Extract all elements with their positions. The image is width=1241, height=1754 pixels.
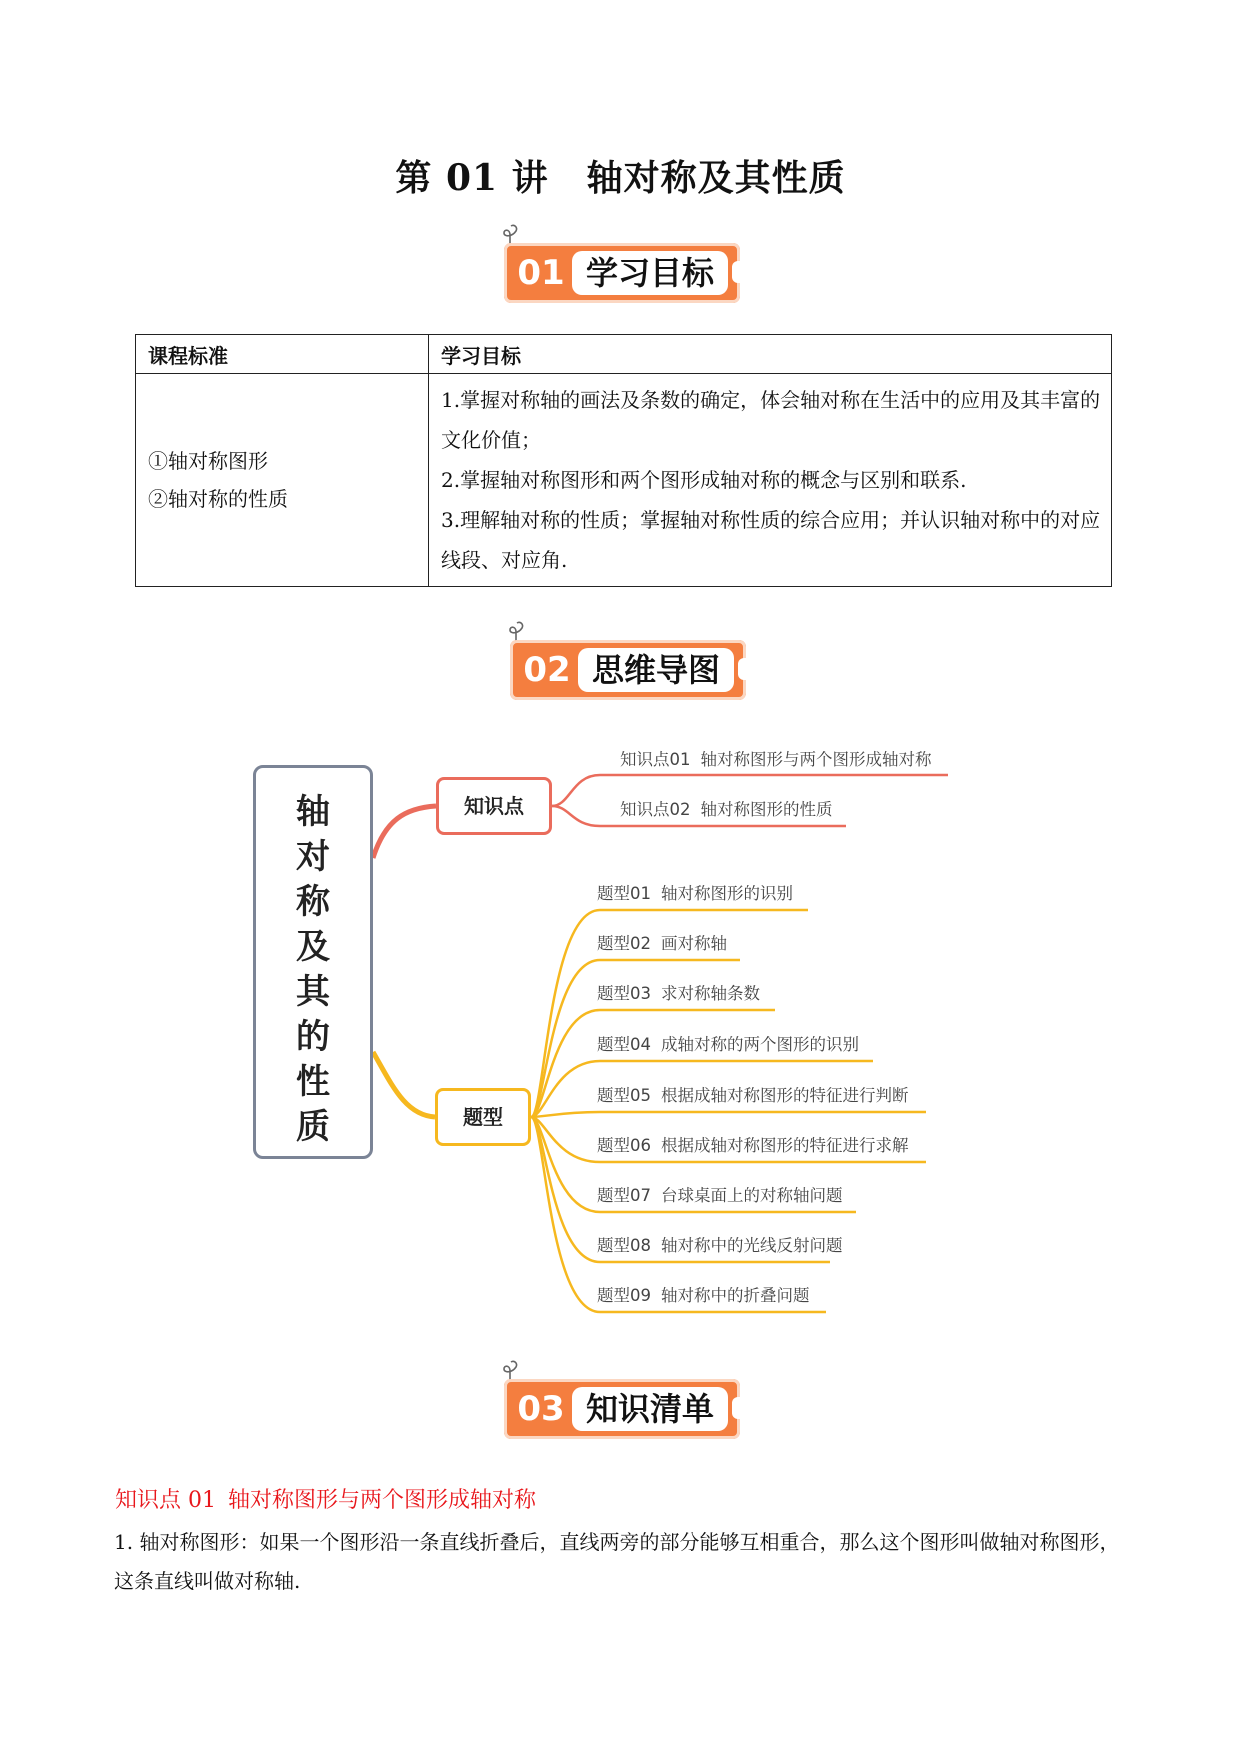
table-header: 学习目标 bbox=[429, 335, 1112, 374]
section-label: 思维导图 bbox=[578, 648, 734, 692]
lecture-number: 第 01 讲 bbox=[395, 157, 549, 199]
type-leaf bbox=[597, 980, 760, 1004]
leaf-text: 轴对称图形的性质 bbox=[700, 800, 833, 819]
leaf-code: 知识点02 bbox=[620, 800, 691, 819]
table-header-row bbox=[136, 335, 1112, 374]
root-char: 对 bbox=[296, 837, 330, 877]
section-badge-03 bbox=[500, 1359, 740, 1441]
type-leaf bbox=[597, 1232, 843, 1256]
table-header: 课程标准 bbox=[136, 335, 429, 374]
section-badge-02 bbox=[506, 620, 746, 702]
leaf-code: 题型08 bbox=[597, 1236, 651, 1255]
page-title bbox=[0, 150, 1241, 201]
leaf-code: 题型07 bbox=[597, 1186, 651, 1205]
type-leaf bbox=[597, 1282, 810, 1306]
root-char: 轴 bbox=[296, 792, 330, 832]
section-number: 03 bbox=[517, 1389, 565, 1429]
leaf-text: 台球桌面上的对称轴问题 bbox=[661, 1186, 843, 1205]
mind-map-root bbox=[253, 765, 373, 1159]
standards-cell bbox=[136, 374, 429, 587]
section-number: 02 bbox=[523, 650, 571, 690]
leaf-text: 轴对称中的折叠问题 bbox=[661, 1286, 810, 1305]
leaf-text: 轴对称图形的识别 bbox=[661, 884, 793, 903]
section-label: 知识清单 bbox=[572, 1387, 728, 1431]
leaf-code: 题型03 bbox=[597, 984, 651, 1003]
root-char: 的 bbox=[296, 1017, 330, 1057]
leaf-code: 知识点01 bbox=[620, 750, 691, 769]
section-number: 01 bbox=[517, 253, 565, 293]
standard-item: ①轴对称图形 bbox=[148, 449, 268, 473]
type-leaf bbox=[597, 1082, 909, 1106]
section-label: 学习目标 bbox=[572, 251, 728, 295]
root-char: 质 bbox=[296, 1107, 330, 1147]
root-char: 其 bbox=[296, 972, 330, 1012]
root-char: 及 bbox=[296, 927, 330, 967]
leaf-code: 题型04 bbox=[597, 1035, 651, 1054]
leaf-code: 题型01 bbox=[597, 884, 651, 903]
goal-item: 1.掌握对称轴的画法及条数的确定，体会轴对称在生活中的应用及其丰富的文化价值； bbox=[441, 388, 1101, 452]
knowledge-heading-code: 知识点 01 bbox=[115, 1488, 216, 1513]
leaf-text: 轴对称图形与两个图形成轴对称 bbox=[700, 750, 932, 769]
leaf-code: 题型02 bbox=[597, 934, 651, 953]
section-badge-01 bbox=[500, 223, 740, 305]
types-node: 题型 bbox=[435, 1088, 531, 1146]
objectives-table bbox=[135, 334, 1112, 587]
leaf-text: 轴对称中的光线反射问题 bbox=[661, 1236, 843, 1255]
table-row bbox=[136, 374, 1112, 587]
type-leaf bbox=[597, 880, 793, 904]
leaf-text: 求对称轴条数 bbox=[661, 984, 760, 1003]
type-leaf bbox=[597, 1132, 909, 1156]
lecture-topic: 轴对称及其性质 bbox=[586, 157, 846, 199]
root-char: 性 bbox=[296, 1062, 330, 1102]
goals-cell bbox=[429, 374, 1112, 587]
leaf-text: 根据成轴对称图形的特征进行求解 bbox=[661, 1136, 909, 1155]
knowledge-heading bbox=[115, 1483, 536, 1514]
goal-item: 2.掌握轴对称图形和两个图形成轴对称的概念与区别和联系. bbox=[441, 468, 967, 492]
leaf-text: 画对称轴 bbox=[661, 934, 727, 953]
standard-item: ②轴对称的性质 bbox=[148, 487, 288, 511]
knowledge-leaf bbox=[620, 796, 833, 820]
leaf-text: 根据成轴对称图形的特征进行判断 bbox=[661, 1086, 909, 1105]
leaf-code: 题型06 bbox=[597, 1136, 651, 1155]
root-char: 称 bbox=[296, 882, 330, 922]
mind-map bbox=[0, 740, 1241, 1330]
leaf-text: 成轴对称的两个图形的识别 bbox=[661, 1035, 859, 1054]
type-leaf bbox=[597, 1031, 859, 1055]
knowledge-node: 知识点 bbox=[436, 777, 552, 835]
knowledge-heading-text: 轴对称图形与两个图形成轴对称 bbox=[228, 1488, 537, 1513]
leaf-code: 题型05 bbox=[597, 1086, 651, 1105]
type-leaf bbox=[597, 930, 727, 954]
definition-paragraph: 1. 轴对称图形：如果一个图形沿一条直线折叠后，直线两旁的部分能够互相重合，那么这个图形叫做轴对称图形，这条直线叫做对称轴. bbox=[114, 1530, 1120, 1593]
goal-item: 3.理解轴对称的性质；掌握轴对称性质的综合应用；并认识轴对称中的对应线段、对应角. bbox=[441, 508, 1101, 572]
knowledge-leaf bbox=[620, 746, 932, 770]
type-leaf bbox=[597, 1182, 843, 1206]
leaf-code: 题型09 bbox=[597, 1286, 651, 1305]
